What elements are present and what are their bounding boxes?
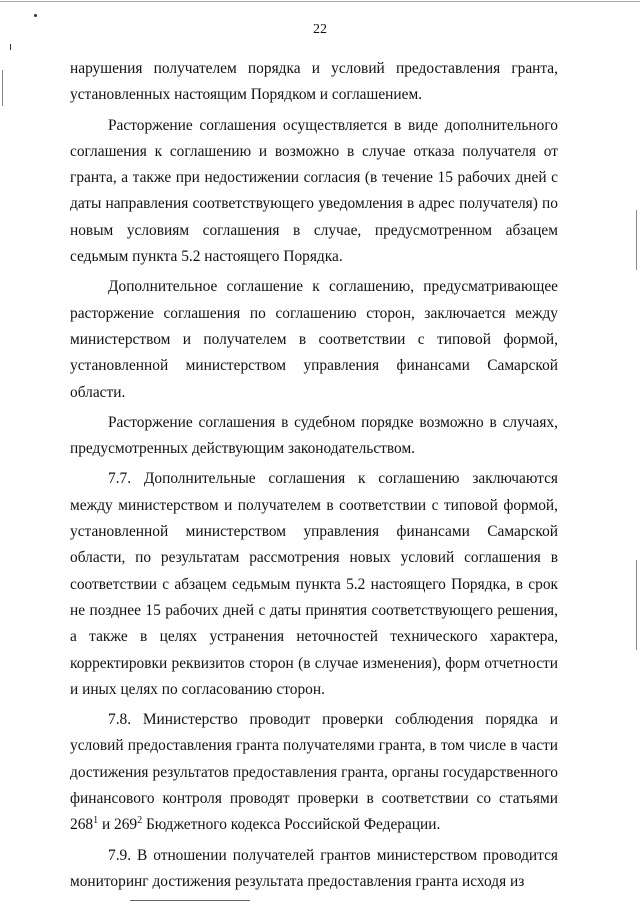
paragraph-7-8-text-c: Бюджетного кодекса Российской Федерации. <box>142 816 441 834</box>
paragraph-7-7: 7.7. Дополнительные соглашения к соглашению заключаются между министерством и получателем в соответствии с типовой формой, установленной министерством управления финансами Самарской области, по результатам рассмотрения новых условий соглашения в соответствии с абзацем седьмым пункта 5.2 настоящего Порядка, в срок не позднее 15 рабочих дней с даты принятия соответствующего решения, а также в целях устранения неточностей технического характера, корректировки реквизитов сторон (в случае изменения), форм отчетности и иных целях по согласованию сторон. <box>70 470 558 698</box>
paragraph-7-8-text-b: и 269 <box>98 816 138 834</box>
paragraph-7-8-text-a: 7.8. Министерство проводит проверки соблюдения порядка и условий предоставления гранта получателями гранта, в том числе в части достижения результатов предоставления гранта, органы государственного финансового контроля проводят проверки в соответствии со статьями 268 <box>70 711 558 834</box>
superscript-2: 2 <box>137 815 143 827</box>
scan-artifact-right-edge-lower <box>636 560 637 650</box>
scan-artifact-right-edge-upper <box>636 210 637 270</box>
document-body <box>70 56 558 899</box>
scan-artifact-top-line <box>0 1 640 2</box>
paragraph-judicial-termination: Расторжение соглашения в судебном порядке возможно в случаях, предусмотренных действующим законодательством. <box>70 413 558 458</box>
paragraph-termination-form: Расторжение соглашения осуществляется в виде дополнительного соглашения к соглашению и возможно в случае отказа получателя от гранта, а также при недостижении согласия (в течение 15 рабочих дней с даты направления соответствующего уведомления в адрес получателя) по новым условиям соглашения в случае, предусмотренном абзацем седьмым пункта 5.2 настоящего Порядка. <box>70 116 558 266</box>
page-number: 22 <box>313 22 327 37</box>
paragraph-additional-agreement: Дополнительное соглашение к соглашению, предусматривающее расторжение соглашения по соглашению сторон, заключается между министерством и получателем в соответствии с типовой формой, установленной министерством управления финансами Самарской области. <box>70 278 558 401</box>
scan-artifact-left-edge <box>2 70 3 106</box>
superscript-1: 1 <box>93 815 99 827</box>
scan-artifact-left-tick <box>10 44 11 50</box>
paragraph-7-8 <box>70 707 558 838</box>
paragraph-7-9: 7.9. В отношении получателей грантов министерством проводится мониторинг достижения результата предоставления гранта исходя из <box>70 846 558 890</box>
paragraph-continuation: нарушения получателем порядка и условий предоставления гранта, установленных настоящим Порядком и соглашением. <box>70 60 558 104</box>
scan-artifact-dot <box>34 14 37 17</box>
scan-artifact-bottom-line <box>130 900 250 901</box>
